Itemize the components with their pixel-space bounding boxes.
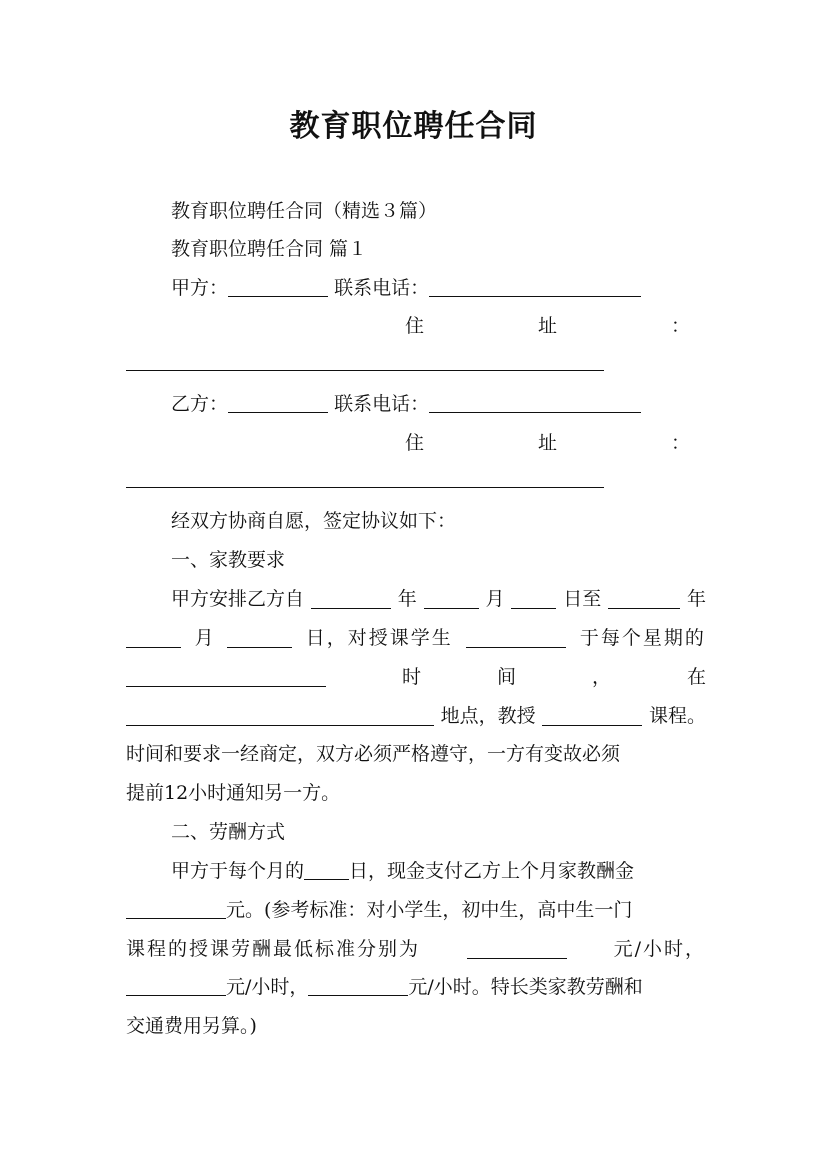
text-run: 元/小时， — [226, 976, 309, 998]
address-char: 址 — [537, 315, 557, 337]
text-run: 在 — [686, 666, 706, 688]
address-colon: ： — [670, 315, 690, 337]
text-run: 日，现金支付乙方上个月家教酬金 — [349, 860, 635, 882]
blank-line — [311, 607, 391, 609]
section1-line2 — [126, 619, 706, 657]
blank-line — [429, 411, 641, 413]
section2-line3 — [126, 930, 706, 968]
text-run: 元/小时， — [613, 938, 706, 960]
text-run: 课程。 — [648, 705, 706, 727]
text-run: 月 — [194, 627, 214, 649]
blank-line — [126, 994, 226, 996]
blank-line — [126, 346, 604, 371]
address-colon: ： — [670, 432, 690, 454]
blank-line — [429, 295, 641, 297]
blank-line — [126, 685, 326, 687]
party-a-line — [171, 269, 706, 307]
blank-line — [126, 463, 604, 488]
text-run: ， — [591, 666, 611, 688]
text-run: 课程的授课劳酬最低标准分别为 — [126, 938, 421, 960]
text-run: 甲方于每个月的 — [171, 860, 305, 882]
text-run: 于每个星期的 — [579, 627, 706, 649]
address-char: 住 — [405, 315, 425, 337]
blank-line — [467, 957, 567, 959]
text-run: 甲方安排乙方自 — [171, 588, 305, 610]
text-run: 元/小时。特长类家教劳酬和 — [408, 976, 643, 998]
subtitle: 教育职位聘任合同（精选３篇） — [171, 200, 438, 222]
party-a-address-blank — [126, 346, 604, 384]
section1-line4 — [126, 697, 706, 735]
blank-line — [608, 607, 680, 609]
text-run: 日，对授课学生 — [305, 627, 453, 649]
text-run: 年 — [397, 588, 417, 610]
party-b-phone-label: 联系电话： — [334, 393, 430, 415]
text-run: 年 — [686, 588, 706, 610]
text-run: 日至 — [563, 588, 602, 610]
part-heading: 教育职位聘任合同 篇１ — [171, 238, 368, 260]
party-a-phone-label: 联系电话： — [334, 277, 430, 299]
text-run: 时 — [401, 666, 421, 688]
section2-line1 — [171, 852, 706, 890]
blank-line — [228, 295, 328, 297]
blank-line — [126, 646, 181, 648]
blank-line — [511, 607, 556, 609]
blank-line — [304, 878, 349, 880]
party-a-label: 甲方： — [171, 277, 229, 299]
section1-heading: 一、家教要求 — [171, 549, 286, 571]
intro-text: 经双方协商自愿，签定协议如下： — [171, 510, 457, 532]
text-run: 地点，教授 — [440, 705, 536, 727]
address-char: 址 — [537, 432, 557, 454]
blank-line — [308, 994, 408, 996]
party-b-address-blank — [126, 463, 604, 501]
blank-line — [228, 411, 328, 413]
blank-line — [466, 646, 566, 648]
section2-line4 — [126, 968, 706, 1006]
section1-line3 — [126, 658, 706, 696]
document-title: 教育职位聘任合同 — [289, 109, 538, 144]
blank-line — [126, 724, 434, 726]
party-b-line — [171, 385, 706, 423]
blank-line — [542, 724, 642, 726]
section1-line5: 时间和要求一经商定，双方必须严格遵守，一方有变故必须 — [126, 743, 621, 765]
section1-line1 — [171, 580, 706, 618]
blank-line — [424, 607, 479, 609]
blank-line — [126, 917, 226, 919]
section2-line2 — [126, 891, 706, 929]
party-a-address-line — [405, 307, 690, 345]
text-run: 月 — [485, 588, 505, 610]
party-b-label: 乙方： — [171, 393, 229, 415]
party-b-address-line — [405, 424, 690, 462]
section2-line5: 交通费用另算。) — [126, 1015, 257, 1037]
section1-line6: 提前12小时通知另一方。 — [126, 782, 341, 804]
section2-heading: 二、劳酬方式 — [171, 821, 286, 843]
text-run: 元。(参考标准：对小学生，初中生，高中生一门 — [226, 899, 633, 921]
text-run: 间 — [496, 666, 516, 688]
address-char: 住 — [405, 432, 425, 454]
blank-line — [227, 646, 292, 648]
